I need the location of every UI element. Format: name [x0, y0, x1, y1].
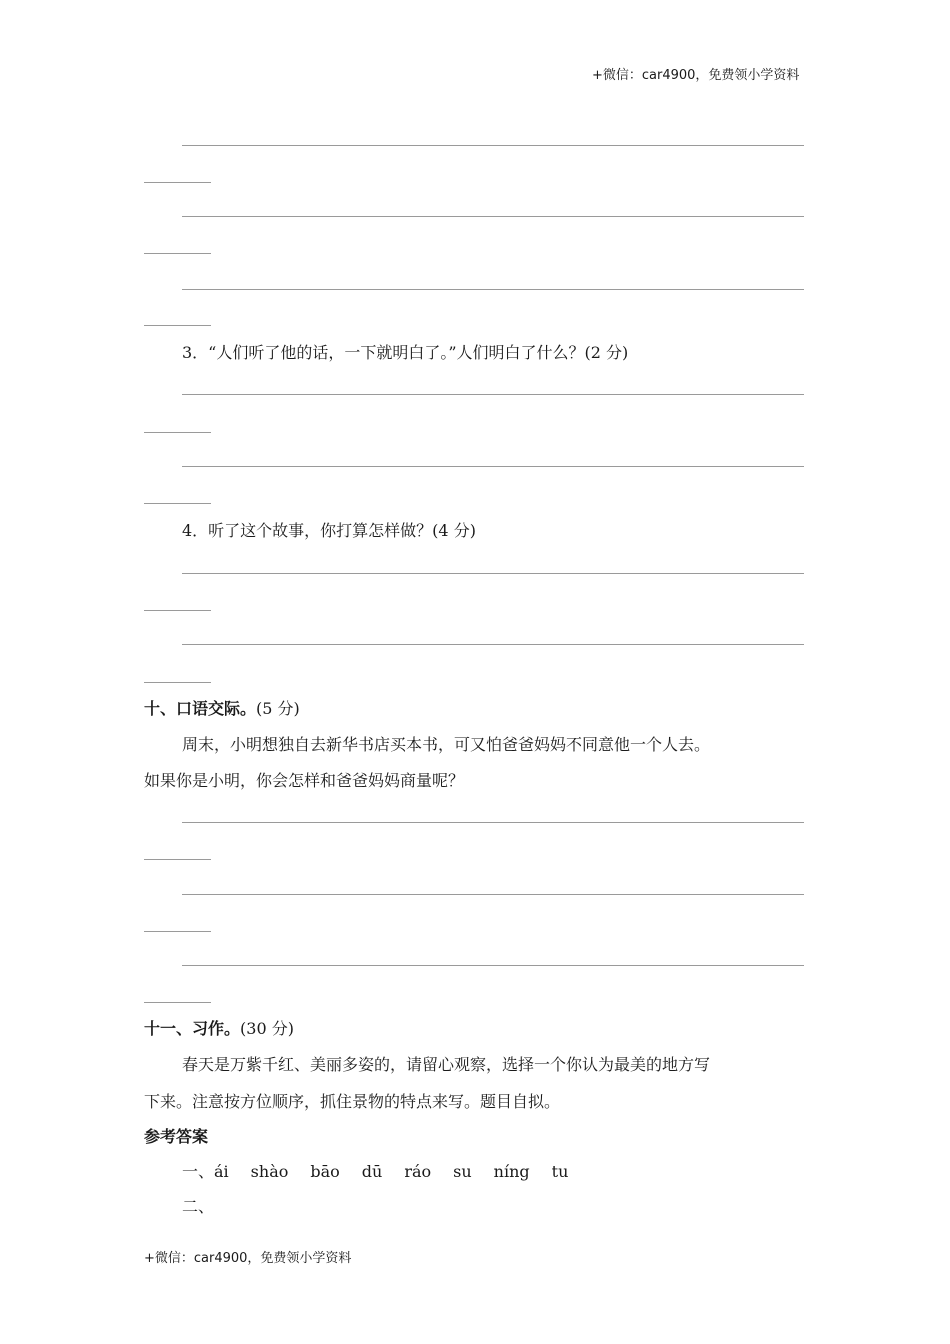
- answer-line: [182, 145, 804, 146]
- pinyin-word: shào: [250, 1162, 289, 1181]
- answer-line: [182, 822, 804, 823]
- answer-line-end: [144, 182, 211, 183]
- answers-title: 参考答案: [144, 1127, 209, 1146]
- section-11-points: (30 分): [240, 1019, 294, 1038]
- pinyin-word: dū: [361, 1162, 383, 1181]
- answer-line-end: [144, 1002, 211, 1003]
- question-3: 3．“人们听了他的话，一下就明白了。”人们明白了什么？(2 分): [182, 343, 629, 362]
- answer-line-end: [144, 325, 211, 326]
- answer-line: [182, 394, 804, 395]
- answer-line-end: [144, 432, 211, 433]
- answers-item-1-label: 一、: [182, 1162, 215, 1181]
- answer-line-end: [144, 253, 211, 254]
- answers-item-2-label: 二、: [182, 1197, 215, 1216]
- question-4: 4．听了这个故事，你打算怎样做？(4 分): [182, 521, 476, 540]
- answer-line-end: [144, 682, 211, 683]
- section-10-prompt-line2: 如果你是小明，你会怎样和爸爸妈妈商量呢？: [144, 771, 465, 790]
- header-note: +微信：car4900，免费领小学资料: [592, 68, 800, 83]
- answers-item-1-pinyin: [214, 1162, 590, 1181]
- section-10-points: (5 分): [256, 699, 300, 718]
- section-11-heading: [144, 1019, 294, 1039]
- answer-line: [182, 965, 804, 966]
- answer-line: [182, 289, 804, 290]
- footer-note: +微信：car4900，免费领小学资料: [144, 1251, 352, 1266]
- answer-line-end: [144, 610, 211, 611]
- answers-item-1: [182, 1162, 590, 1182]
- pinyin-word: bāo: [310, 1162, 340, 1181]
- section-10-prompt-line1: 周末，小明想独自去新华书店买本书，可又怕爸爸妈妈不同意他一个人去。: [182, 735, 711, 754]
- answer-line-end: [144, 503, 211, 504]
- pinyin-word: ráo: [404, 1162, 432, 1181]
- section-11-prompt-line2: 下来。注意按方位顺序，抓住景物的特点来写。题目自拟。: [144, 1092, 561, 1111]
- pinyin-word: tu: [551, 1162, 569, 1181]
- section-10-heading: [144, 699, 300, 719]
- answer-line: [182, 466, 804, 467]
- answer-line-end: [144, 859, 211, 860]
- pinyin-word: níng: [493, 1162, 530, 1181]
- answer-line: [182, 573, 804, 574]
- pinyin-word: su: [453, 1162, 472, 1181]
- pinyin-word: ái: [214, 1162, 229, 1181]
- answer-line: [182, 894, 804, 895]
- section-11-prompt-line1: 春天是万紫千红、美丽多姿的，请留心观察，选择一个你认为最美的地方写: [182, 1055, 711, 1074]
- section-10-title: 十、口语交际。: [144, 699, 257, 718]
- answer-line-end: [144, 931, 211, 932]
- answer-line: [182, 644, 804, 645]
- section-11-title: 十一、习作。: [144, 1019, 241, 1038]
- answer-line: [182, 216, 804, 217]
